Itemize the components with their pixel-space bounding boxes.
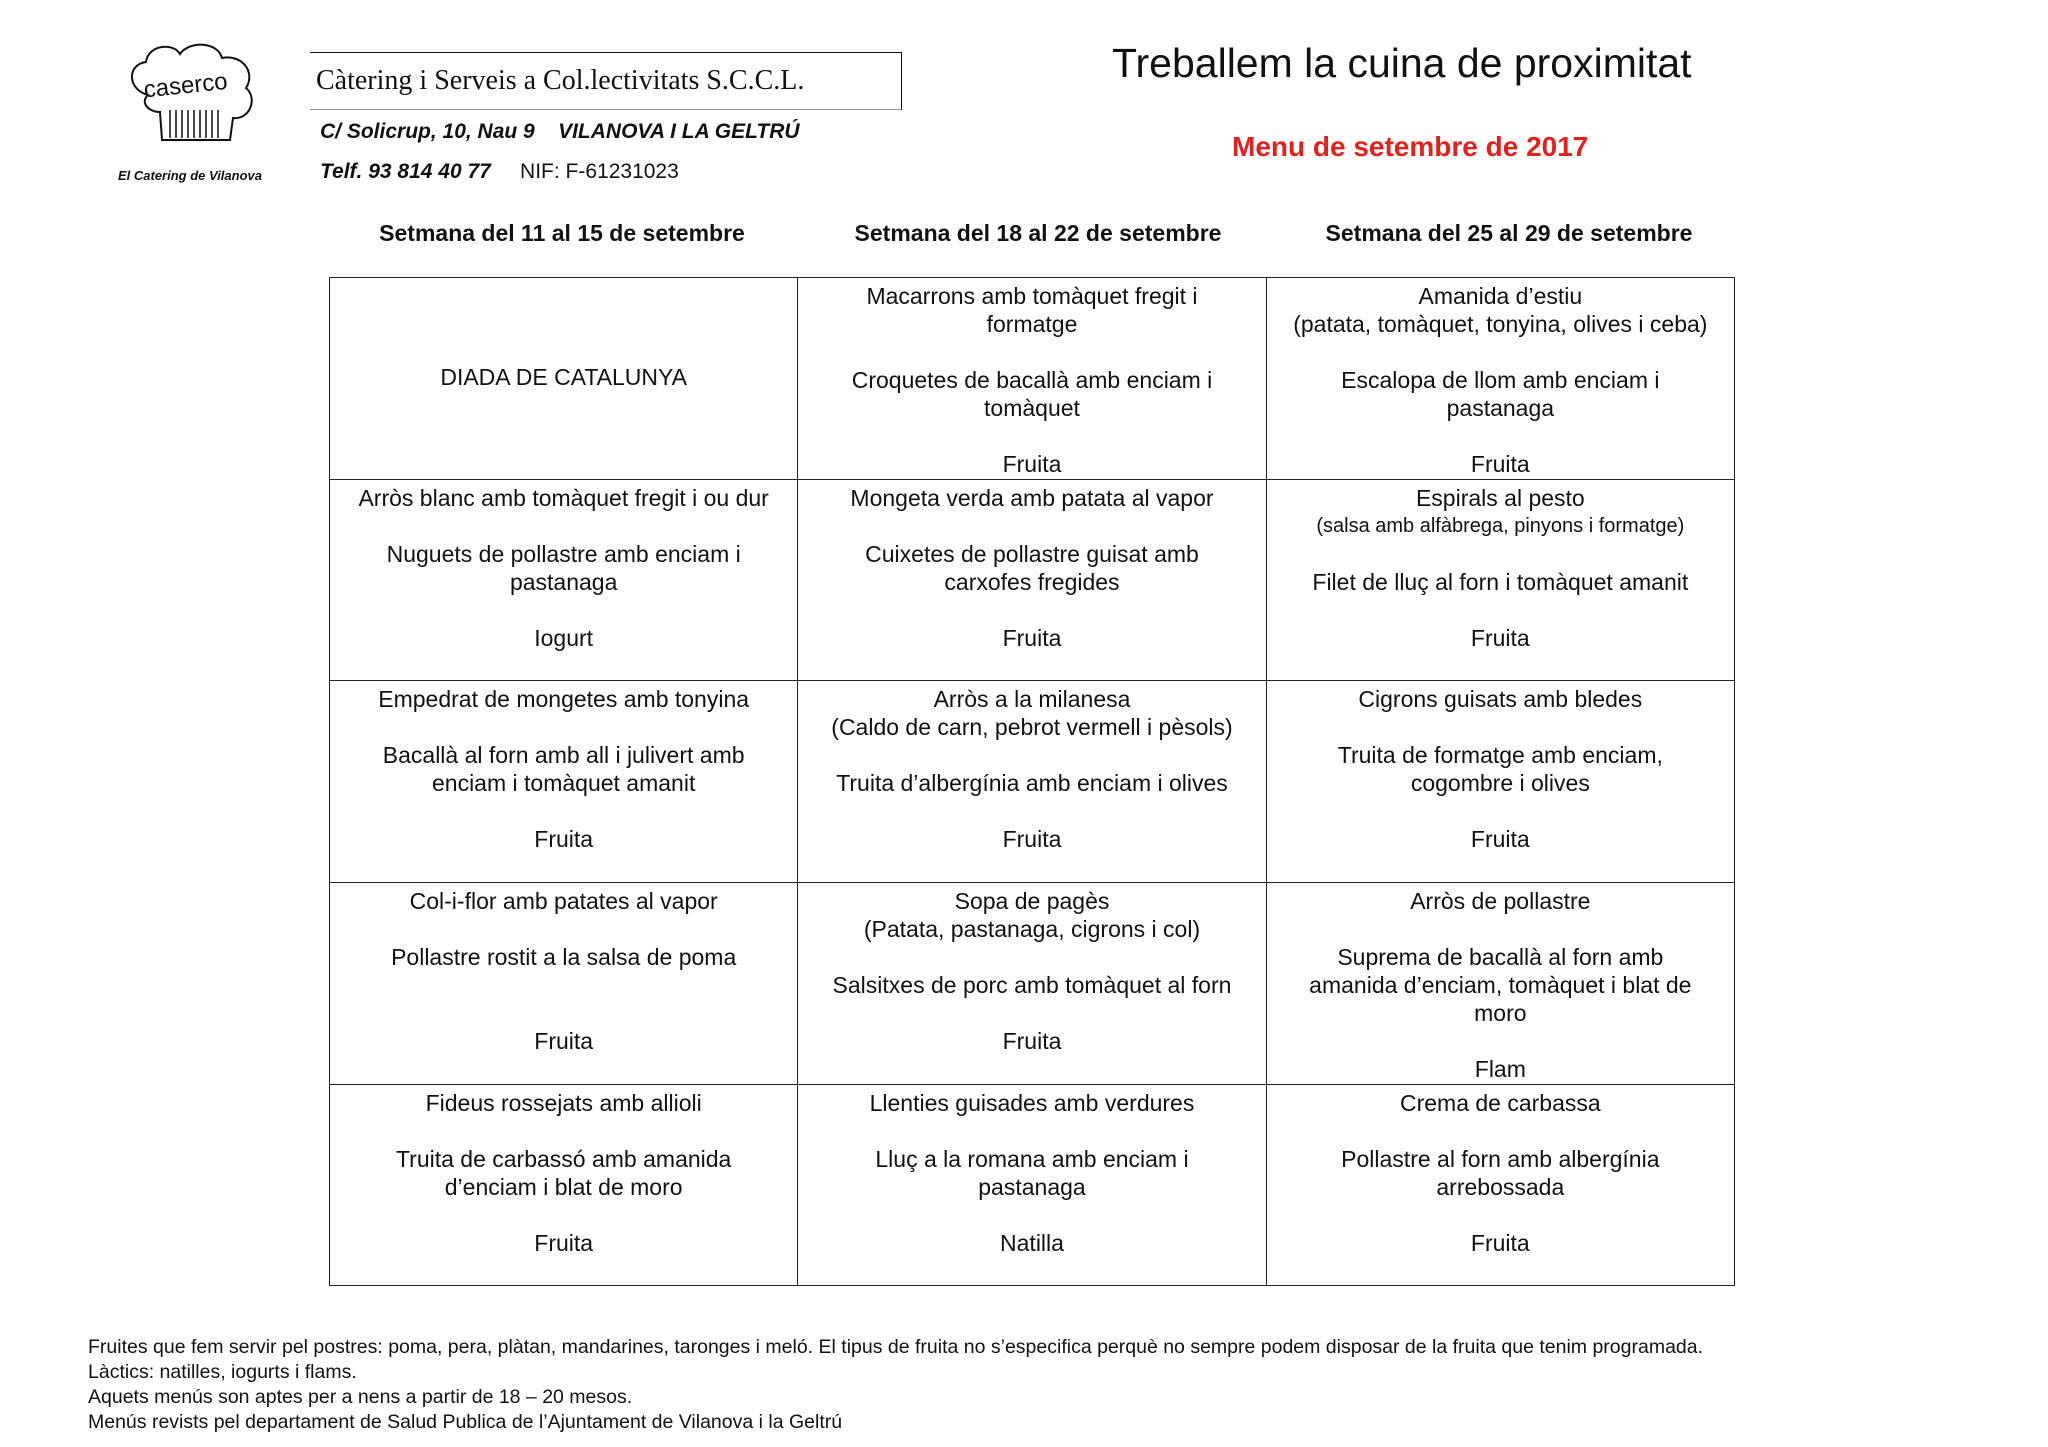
dessert: Flam [1474,1055,1526,1082]
second-course: Nuguets de pollastre amb enciam i [386,541,741,568]
first-course: (patata, tomàquet, tonyina, olives i ceba) [1293,311,1708,337]
week-heading-1: Setmana del 11 al 15 de setembre [379,220,745,246]
menu-row [330,480,1735,681]
dessert: Fruita [1002,1027,1062,1054]
menu-cell [798,480,1266,681]
menu-day [1273,681,1728,853]
second-course: Salsitxes de porc amb tomàquet al forn [832,971,1232,998]
menu-title: Menu de setembre de 2017 [1232,131,1589,162]
first-course: Espirals al pesto [1415,485,1585,512]
page-headline: Treballem la cuina de proximitat [1112,40,1692,86]
first-course: Macarrons amb tomàquet fregit i [866,283,1198,309]
menu-cell [798,1084,1266,1285]
menu-day [336,681,791,853]
second-course: Truita de carbassó amb amanida [395,1145,732,1172]
second-course: pastanaga [978,1173,1086,1200]
menu-day [804,681,1259,853]
first-course: Llenties guisades amb verdures [869,1089,1195,1116]
company-address: C/ Solicrup, 10, Nau 9 VILANOVA I LA GELTRÚ [320,120,800,143]
footnotes [88,1335,1703,1435]
menu-cell [330,278,798,480]
menu-day [804,278,1259,478]
logo-brand-text: caserco [142,67,229,104]
menu-table-body [330,278,1735,1286]
menu-day [804,480,1259,652]
second-course: enciam i tomàquet amanit [431,770,696,797]
second-course: Truita d’albergínia amb enciam i olives [836,770,1228,797]
menu-cell [798,681,1266,882]
dessert: Fruita [1470,625,1530,652]
company-contact [320,160,679,184]
menu-day [336,883,791,1055]
week-heading-3: Setmana del 25 al 29 de setembre [1325,220,1693,246]
dessert: Fruita [1002,826,1062,853]
second-course: Pollastre al forn amb albergínia [1341,1145,1660,1172]
menu-cell [798,278,1266,480]
dessert: Fruita [1470,826,1530,853]
menu-cell [1266,882,1734,1084]
second-course: Croquetes de bacallà amb enciam i [851,367,1213,393]
dessert: Fruita [1002,625,1062,652]
first-course: (Caldo de carn, pebrot vermell i pèsols) [831,714,1233,741]
first-course: Arròs blanc amb tomàquet fregit i ou dur [358,485,769,512]
dessert: Fruita [534,1027,594,1054]
first-course: Crema de carbassa [1399,1089,1601,1116]
menu-day [336,278,791,472]
first-course-note: (salsa amb alfàbrega, pinyons i formatge) [1316,515,1685,538]
menu-row [330,681,1735,882]
menu-day [1273,480,1728,652]
menu-day [1273,883,1728,1083]
second-course: amanida d’enciam, tomàquet i blat de [1309,971,1692,998]
footnote-review: Menús revists pel departament de Salud Publica de l’Ajuntament de Vilanova i la Geltrú [88,1411,843,1433]
second-course: Truita de formatge amb enciam, [1337,742,1663,769]
menu-cell [1266,681,1734,882]
first-course: Cigrons guisats amb bledes [1358,686,1643,713]
company-nif: NIF: F-61231023 [520,160,679,183]
second-course: moro [1474,999,1527,1026]
dessert: Fruita [534,1229,594,1256]
second-course: Bacallà al forn amb all i julivert amb [382,742,745,769]
menu-day [336,480,791,652]
menu-cell [330,882,798,1084]
dessert: Fruita [1002,451,1062,477]
menu-cell [330,480,798,681]
menu-day [1273,278,1728,478]
logo-tagline: El Catering de Vilanova [117,168,262,183]
menu-cell [330,1084,798,1285]
first-course: Sopa de pagès [954,887,1110,914]
dessert: Fruita [1470,1229,1530,1256]
company-phone: Telf. 93 814 40 77 [320,160,491,183]
second-course: Filet de lluç al forn i tomàquet amanit [1312,569,1689,596]
second-course: carxofes fregides [944,569,1120,596]
second-course: Lluç a la romana amb enciam i [875,1145,1189,1172]
menu-row [330,278,1735,480]
footnote-dairy: Làctics: natilles, iogurts i flams. [88,1361,357,1383]
company-name: Càtering i Serveis a Col.lectivitats S.C.C.L. [310,52,902,110]
dessert: Iogurt [534,625,594,652]
menu-cell [798,882,1266,1084]
footnote-age: Aquets menús son aptes per a nens a partir de 18 – 20 mesos. [88,1386,633,1408]
dessert: Fruita [534,826,594,853]
second-course: Escalopa de llom amb enciam i [1341,367,1660,393]
menu-row [330,882,1735,1084]
second-course: arrebossada [1436,1173,1565,1200]
first-course: Col-i-flor amb patates al vapor [409,887,718,914]
second-course: Cuixetes de pollastre guisat amb [865,541,1199,568]
second-course: pastanaga [1446,395,1555,421]
footnote-fruits: Fruites que fem servir pel postres: poma, pera, plàtan, mandarines, taronges i meló. El tipus de fruita no s’especifica perquè no sempre podem disposar de la fruita que tenim programada. [88,1336,1704,1358]
first-course: Empedrat de mongetes amb tonyina [378,686,750,713]
second-course: cogombre i olives [1410,770,1590,797]
menu-cell [1266,480,1734,681]
holiday-label: DIADA DE CATALUNYA [440,364,687,390]
first-course: formatge [986,311,1078,337]
first-course: Arròs a la milanesa [933,686,1131,713]
dessert: Natilla [1000,1229,1064,1256]
menu-row [330,1084,1735,1285]
menu-day [804,883,1259,1055]
menu-cell [1266,1084,1734,1285]
chef-hat-logo-icon [118,40,278,155]
first-course: (Patata, pastanaga, cigrons i col) [863,915,1201,942]
first-course: Arròs de pollastre [1410,887,1591,914]
menu-day [336,1085,791,1257]
first-course: Amanida d’estiu [1418,283,1583,309]
caserco-logo [100,40,280,190]
second-course: pastanaga [509,569,618,596]
second-course: Pollastre rostit a la salsa de poma [391,943,737,970]
second-course: tomàquet [984,395,1080,421]
menu-day [804,1085,1259,1257]
menu-cell [1266,278,1734,480]
second-course: d’enciam i blat de moro [444,1173,683,1200]
first-course: Fideus rossejats amb allioli [425,1089,702,1116]
dessert: Fruita [1470,451,1530,477]
second-course: Suprema de bacallà al forn amb [1337,943,1664,970]
menu-cell [330,681,798,882]
menu-table [329,277,1735,1286]
first-course: Mongeta verda amb patata al vapor [850,485,1214,512]
menu-day [1273,1085,1728,1257]
week-heading-2: Setmana del 18 al 22 de setembre [854,220,1222,246]
